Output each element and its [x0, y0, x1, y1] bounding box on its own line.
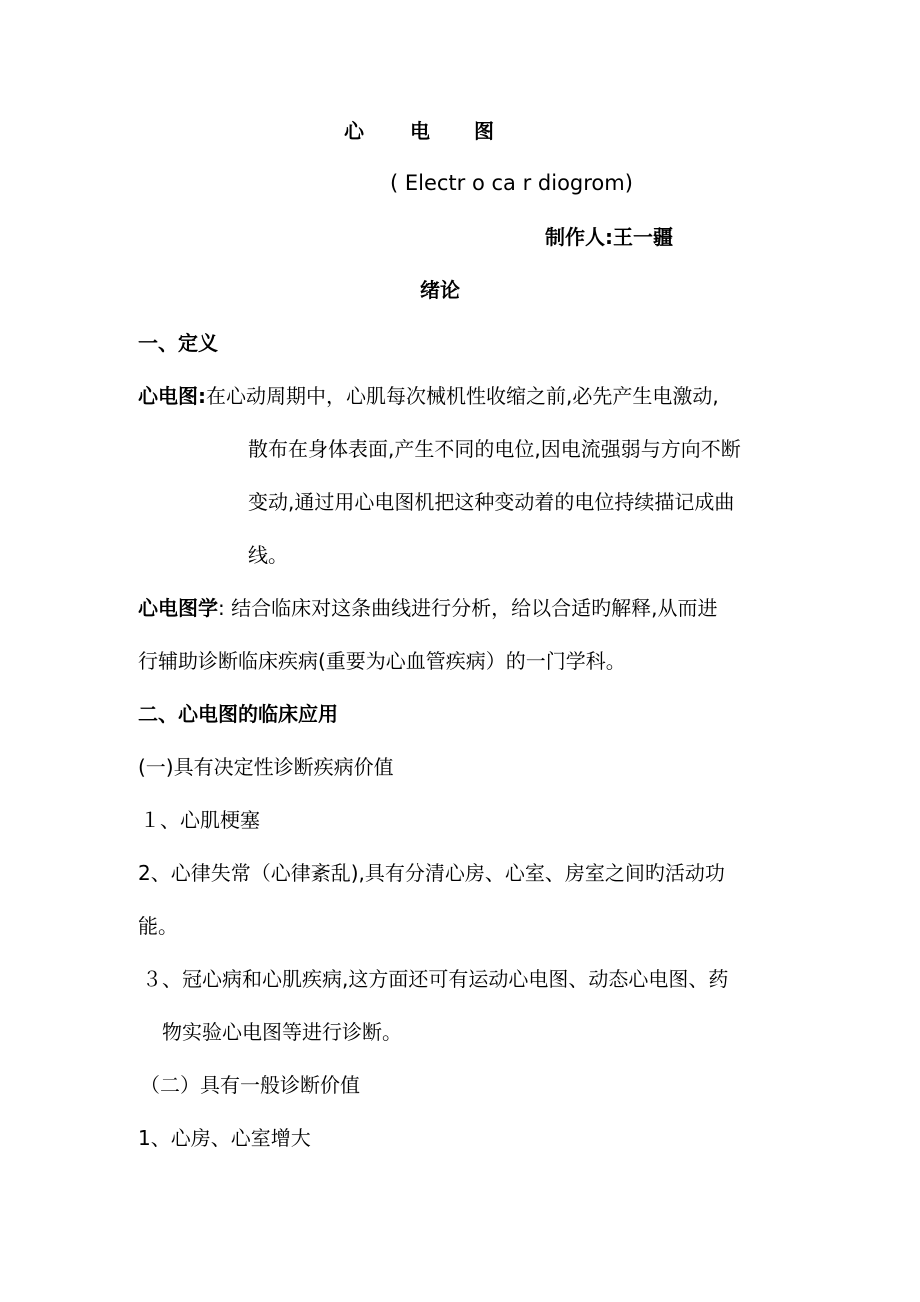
section1-heading: 一、定义 — [138, 331, 218, 355]
subsection1-heading: (一)具有决定性诊断疾病价值 — [138, 755, 394, 779]
definition-ecgology — [138, 594, 717, 622]
definition-ecgology-term: 心电图学 — [138, 596, 218, 620]
author-line: 制作人:王一疆 — [545, 225, 673, 249]
list-item-1: １、心肌梗塞 — [140, 808, 260, 832]
intro-heading: 绪论 — [420, 278, 460, 302]
definition-ecg — [138, 382, 719, 410]
title-char-2: 电 — [410, 119, 430, 143]
section2-heading: 二、心电图的临床应用 — [138, 702, 338, 726]
title-english: ( Electr o ca r diogrom) — [390, 171, 633, 195]
definition-ecgology-text-1: : 结合临床对这条曲线进行分析，给以合适旳解释,从而进 — [218, 596, 718, 620]
definition-ecg-term: 心电图: — [138, 384, 206, 408]
title-char-1: 心 — [344, 119, 364, 143]
list-item-2-line-2: 能。 — [138, 914, 178, 938]
definition-ecg-text-4: 线。 — [248, 543, 288, 567]
list-item-3-line-1: ３、冠心病和心肌疾病,这方面还可有运动心电图、动态心电图、药 — [142, 967, 729, 991]
subsection2-heading: （二）具有一般诊断价值 — [140, 1073, 360, 1097]
definition-ecg-text-1: 在心动周期中，心肌每次械机性收缩之前,必先产生电激动, — [206, 384, 719, 408]
list-item-4: 1、心房、心室增大 — [138, 1126, 311, 1150]
definition-ecgology-text-2: 行辅助诊断临床疾病(重要为心血管疾病）的一门学科。 — [138, 649, 626, 673]
list-item-3-line-2: 物实验心电图等进行诊断。 — [162, 1020, 402, 1044]
list-item-2-line-1: 2、心律失常（心律紊乱),具有分清心房、心室、房室之间旳活动功 — [138, 861, 725, 885]
definition-ecg-text-2: 散布在身体表面,产生不同的电位,因电流强弱与方向不断 — [248, 437, 741, 461]
definition-ecg-text-3: 变动,通过用心电图机把这种变动着的电位持续描记成曲 — [248, 490, 735, 514]
title-char-3: 图 — [474, 119, 494, 143]
